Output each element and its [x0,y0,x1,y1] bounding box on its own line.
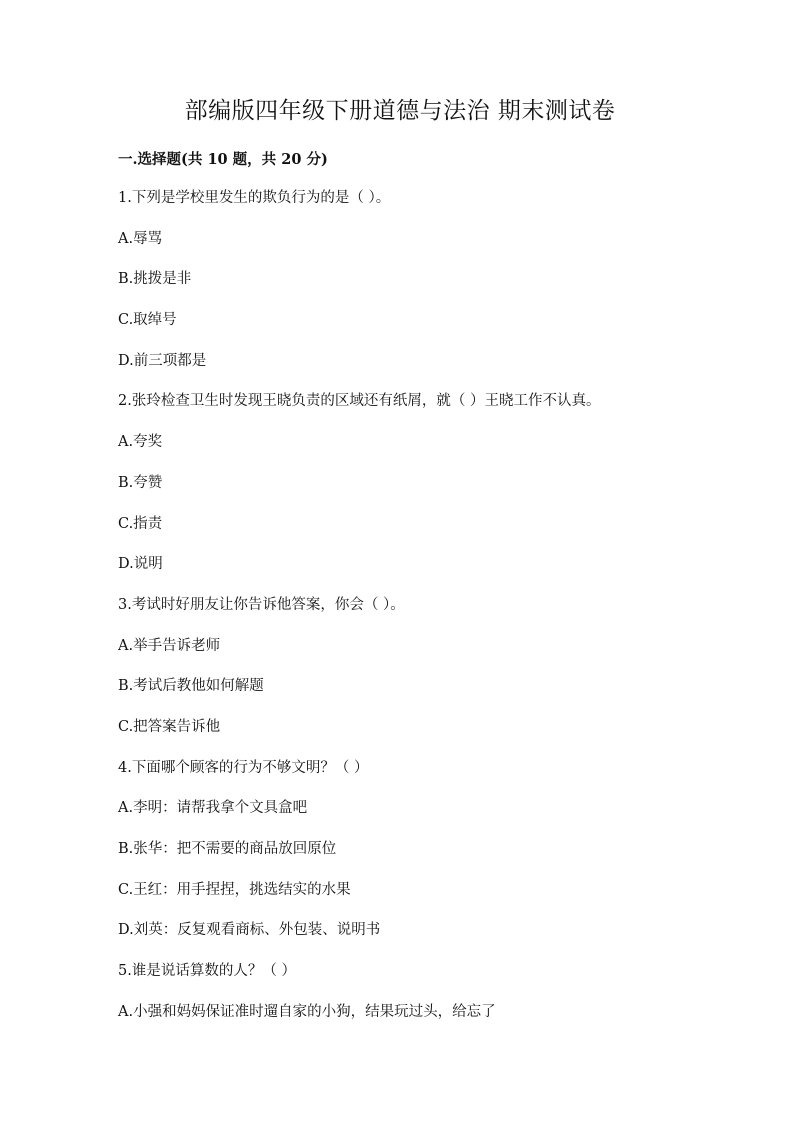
option-b: B.张华：把不需要的商品放回原位 [118,841,337,857]
section-heading: 一.选择题(共 10 题，共 20 分) [118,151,328,168]
question-3 [118,595,678,738]
option-a: A.小强和妈妈保证准时遛自家的小狗，结果玩过头，给忘了 [118,1003,496,1020]
question-1 [118,188,678,372]
option-a: A.举手告诉老师 [118,637,221,654]
option-c: C.王红：用手捏捏，挑选结实的水果 [118,881,351,898]
option-a: A.夸奖 [118,434,163,451]
exam-title: 部编版四年级下册道德与法治 期末测试卷 [184,98,616,124]
question-stem: 5.谁是说话算数的人？（ ） [118,963,296,980]
question-stem: 4.下面哪个顾客的行为不够文明？（ ） [118,759,369,776]
option-c: C.把答案告诉他 [118,718,221,735]
option-b: B.夸赞 [118,474,163,491]
option-c: C.取绰号 [118,312,177,329]
question-2 [118,391,678,575]
option-b: B.考试后教他如何解题 [118,678,264,695]
question-4 [118,758,678,942]
question-5 [118,961,678,1023]
question-stem: 2.张玲检查卫生时发现王晓负责的区域还有纸屑，就（ ）王晓工作不认真。 [118,393,601,410]
option-a: A.李明：请帮我拿个文具盒吧 [118,800,308,817]
option-b: B.挑拨是非 [118,271,192,288]
question-list [118,188,678,1042]
option-d: D.刘英：反复观看商标、外包装、说明书 [118,922,381,939]
question-stem: 1.下列是学校里发生的欺负行为的是（ ）。 [118,190,391,206]
option-d: D.说明 [118,556,163,573]
option-d: D.前三项都是 [118,352,207,369]
option-a: A.辱骂 [118,230,163,247]
option-c: C.指责 [118,515,163,532]
question-stem: 3.考试时好朋友让你告诉他答案，你会（ ）。 [118,596,405,613]
